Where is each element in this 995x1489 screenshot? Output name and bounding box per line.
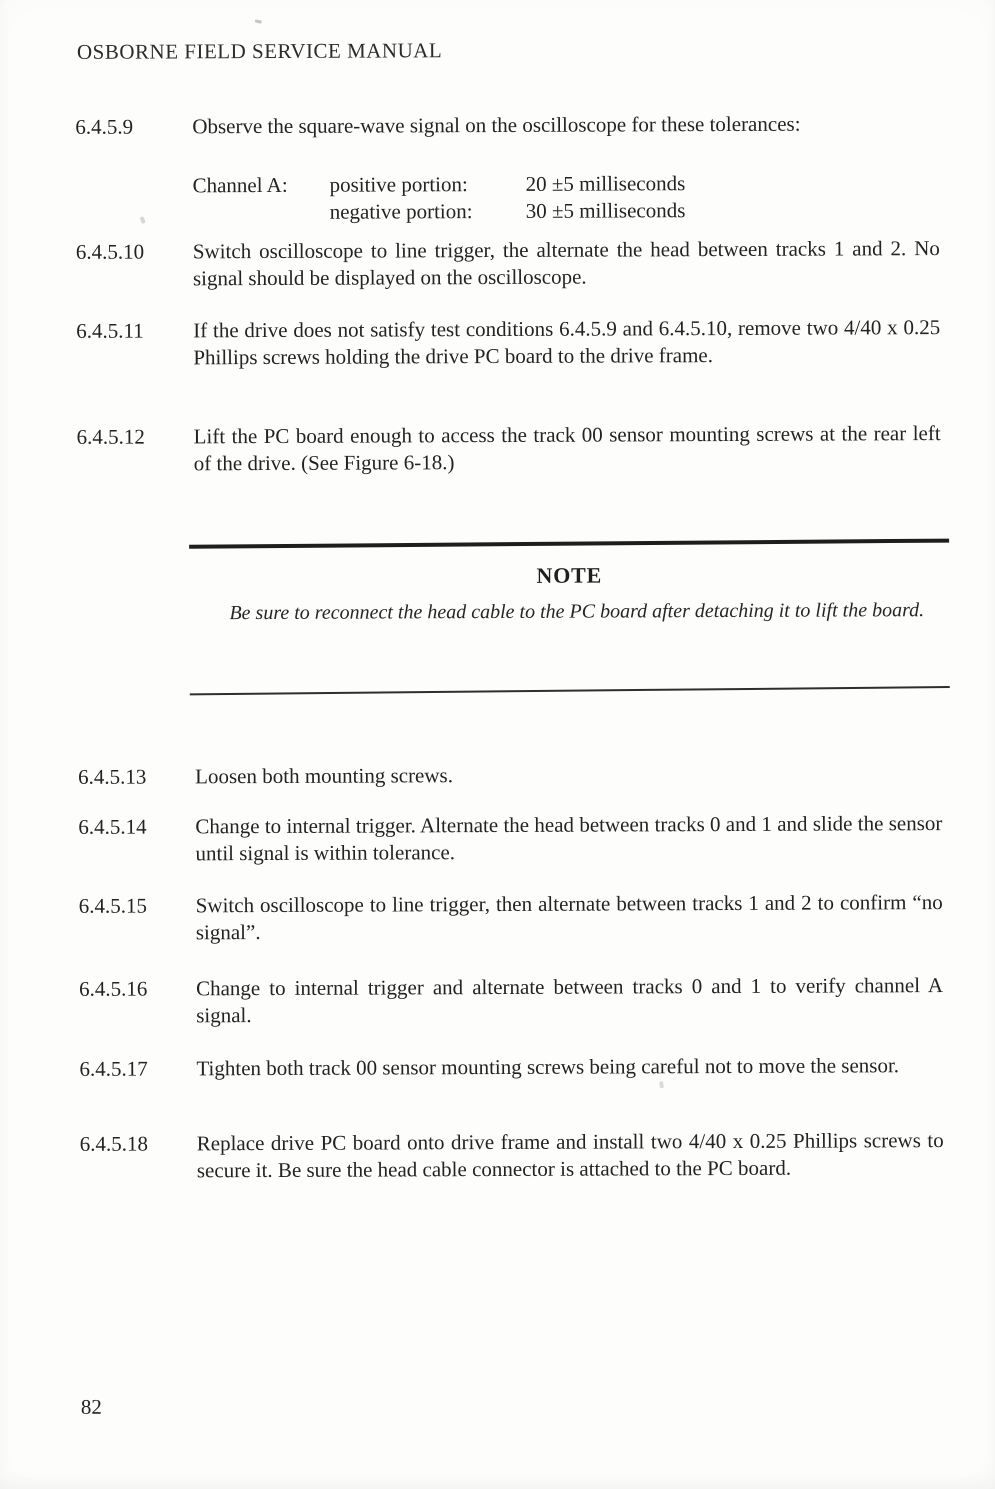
step-text: Change to internal trigger. Alternate the head between tracks 0 and 1 and slide the sensor until signal is within tolerance.	[195, 811, 943, 865]
page-number: 82	[80, 1394, 102, 1419]
tolerance-value: 20 ±5 milliseconds	[525, 171, 686, 196]
portion-label: negative portion:	[329, 199, 473, 224]
page-header-title: OSBORNE FIELD SERVICE MANUAL	[76, 38, 443, 64]
step-number: 6.4.5.17	[79, 1056, 148, 1081]
step-number: 6.4.5.13	[78, 764, 147, 789]
step-number: 6.4.5.18	[79, 1131, 149, 1156]
step-6-4-5-18	[80, 1127, 944, 1184]
channel-label: Channel A:	[192, 172, 288, 198]
note-divider-bottom	[190, 686, 950, 695]
channel-label-spacer	[193, 199, 330, 227]
note-body: Be sure to reconnect the head cable to the PC board after detaching it to lift the board.	[229, 599, 925, 625]
step-text: Replace drive PC board onto drive frame and install two 4/40 x 0.25 Phillips screws to secure it. Be sure the head cable connector is attached to the PC board.	[196, 1128, 944, 1182]
step-number: 6.4.5.15	[78, 893, 148, 918]
step-6-4-5-9	[75, 110, 939, 140]
step-text: Switch oscilloscope to line trigger, then alternate between tracks 1 and 2 to confirm “no signal”.	[195, 890, 943, 944]
step-6-4-5-16	[79, 972, 943, 1029]
step-text: Tighten both track 00 sensor mounting screws being careful not to move the sensor.	[196, 1053, 900, 1081]
step-text: Loosen both mounting screws.	[195, 763, 453, 789]
note-divider-top	[189, 539, 949, 549]
step-6-4-5-14	[78, 810, 942, 867]
step-text: Change to internal trigger and alternate between tracks 0 and 1 to verify channel A signal.	[196, 973, 944, 1027]
scan-artifact	[659, 1081, 664, 1089]
step-text: Switch oscilloscope to line trigger, the alternate the head between tracks 1 and 2. No signal should be displayed on the oscilloscope.	[192, 236, 940, 290]
step-number: 6.4.5.11	[76, 318, 144, 343]
step-number: 6.4.5.12	[76, 424, 145, 449]
step-6-4-5-13	[78, 760, 942, 790]
step-6-4-5-17	[79, 1052, 943, 1082]
tolerance-table	[193, 170, 686, 226]
scan-artifact	[255, 19, 263, 24]
step-number: 6.4.5.14	[78, 814, 147, 839]
step-text: If the drive does not satisfy test conditions 6.4.5.9 and 6.4.5.10, remove two 4/40 x 0.25 Phillips screws holding the drive PC board to the drive frame.	[193, 315, 941, 369]
tolerance-value: 30 ±5 milliseconds	[525, 198, 686, 223]
step-number: 6.4.5.9	[75, 114, 134, 139]
step-6-4-5-10	[76, 235, 940, 292]
note-title: NOTE	[536, 562, 603, 588]
step-text: Lift the PC board enough to access the track 00 sensor mounting screws at the rear left of the drive. (See Figure 6-18.)	[193, 421, 941, 475]
portion-label: positive portion:	[329, 172, 468, 197]
step-6-4-5-12	[77, 420, 941, 477]
step-number: 6.4.5.16	[79, 976, 148, 1001]
step-number: 6.4.5.10	[75, 239, 145, 264]
step-6-4-5-11	[76, 314, 940, 371]
step-text: Observe the square-wave signal on the oscilloscope for these tolerances:	[192, 111, 801, 139]
scan-artifact	[140, 216, 146, 224]
step-6-4-5-15	[79, 889, 943, 946]
